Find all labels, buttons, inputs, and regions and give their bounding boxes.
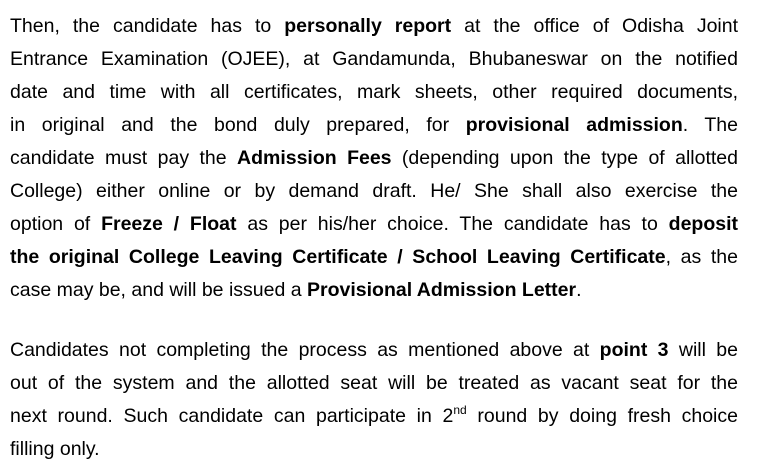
text-run: College) either online or by demand draft. He/ She shall also exercise the — [10, 180, 738, 202]
text-line — [10, 208, 738, 241]
text-line — [10, 10, 738, 43]
text-line — [10, 109, 738, 142]
superscript: nd — [453, 403, 467, 417]
text-run: , as the — [665, 246, 738, 268]
bold-text: deposit — [668, 213, 738, 235]
text-line — [10, 142, 738, 175]
text-run: will be — [668, 339, 738, 361]
text-line — [10, 433, 738, 466]
text-run: round by doing fresh choice — [466, 405, 738, 427]
text-run: at the office of Odisha Joint — [451, 15, 739, 37]
text-run: filling only. — [10, 438, 100, 460]
text-run: next round. Such candidate can participate in 2 — [10, 405, 454, 427]
text-line — [10, 43, 738, 76]
text-run: option of — [10, 213, 102, 235]
text-line — [10, 76, 738, 109]
text-run: Candidates not completing the process as mentioned above at — [10, 339, 600, 361]
text-line — [10, 274, 738, 307]
text-run: Then, the candidate has to — [10, 15, 285, 37]
bold-text: point 3 — [599, 339, 669, 361]
text-line — [10, 175, 738, 208]
bold-text: the original College Leaving Certificate / School Leaving Certificate — [10, 246, 666, 268]
bold-text: Freeze / Float — [101, 213, 237, 235]
bold-text: provisional admission — [465, 114, 683, 136]
text-line — [10, 334, 738, 367]
paragraph-gap — [10, 307, 738, 334]
text-run: (depending upon the type of allotted — [391, 147, 738, 169]
text-run: . — [576, 279, 582, 301]
paragraph-admission-process — [10, 10, 738, 307]
text-line — [10, 241, 738, 274]
paragraph-incomplete-process — [10, 334, 738, 466]
document-body — [10, 10, 738, 466]
text-line — [10, 400, 738, 433]
text-run: Entrance Examination (OJEE), at Gandamunda, Bhubaneswar on the notified — [10, 48, 738, 70]
text-run: in original and the bond duly prepared, for — [10, 114, 466, 136]
text-run: candidate must pay the — [10, 147, 237, 169]
text-run: date and time with all certificates, mark sheets, other required documents, — [10, 81, 738, 103]
text-line — [10, 367, 738, 400]
text-run: case may be, and will be issued a — [10, 279, 307, 301]
text-run: out of the system and the allotted seat will be treated as vacant seat for the — [10, 372, 738, 394]
bold-text: personally report — [284, 15, 452, 37]
text-run: as per his/her choice. The candidate has to — [236, 213, 669, 235]
bold-text: Admission Fees — [236, 147, 392, 169]
text-run: . The — [682, 114, 738, 136]
bold-text: Provisional Admission Letter — [307, 279, 577, 301]
